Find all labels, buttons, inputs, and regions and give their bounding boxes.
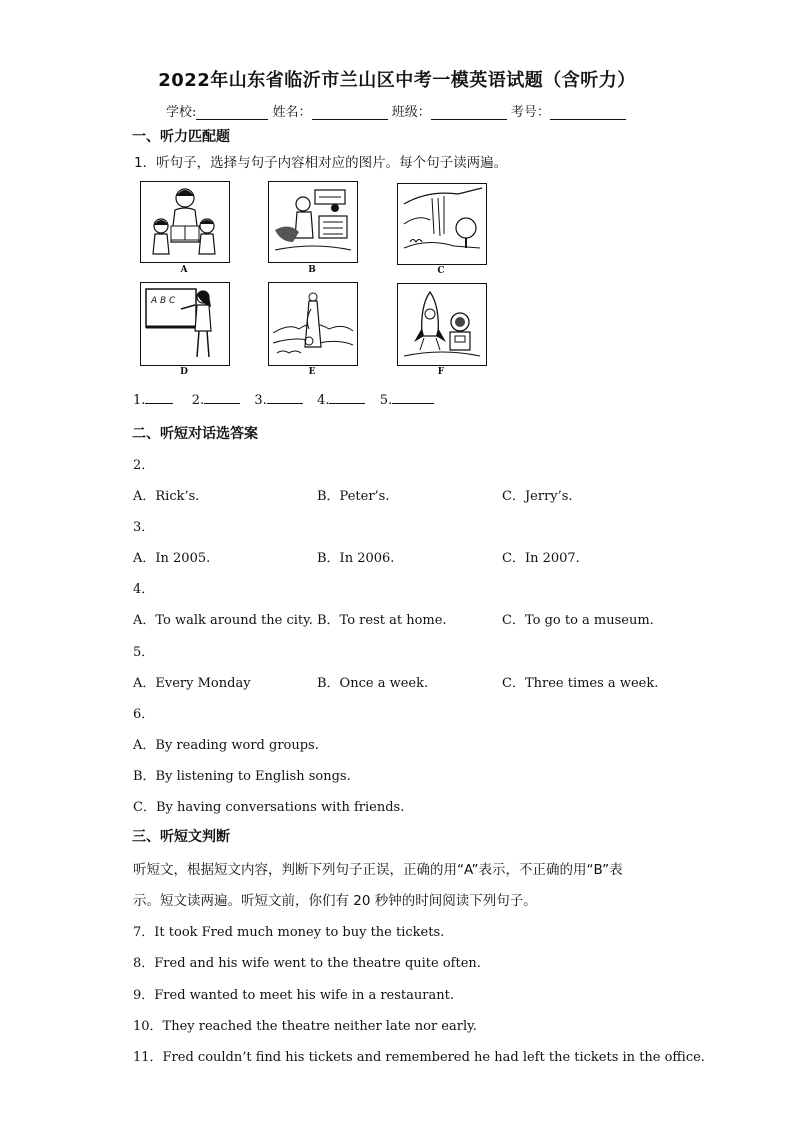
question-3-number: 3． xyxy=(133,520,155,535)
name-blank[interactable] xyxy=(312,105,388,120)
name-label: 姓名： xyxy=(272,105,312,120)
picture-c-label: C xyxy=(437,266,445,276)
svg-text:A B C: A B C xyxy=(151,296,176,306)
picture-b-label: B xyxy=(308,265,316,275)
statement-9: 9．Fred wanted to meet his wife in a restaurant. xyxy=(133,988,454,1003)
question-2-number: 2． xyxy=(133,458,155,473)
class-label: 班级： xyxy=(391,105,431,120)
answer-2-blank[interactable] xyxy=(204,391,240,404)
class-blank[interactable] xyxy=(431,105,507,120)
section2-heading: 二、听短对话选答案 xyxy=(132,426,258,442)
answer-3-label: 3. xyxy=(254,393,267,408)
question-4-option-b[interactable]: B．To rest at home. xyxy=(317,613,447,628)
question-2-option-c[interactable]: C．Jerry’s. xyxy=(502,489,573,504)
statement-8: 8．Fred and his wife went to the theatre quite often. xyxy=(133,956,481,971)
picture-f-rocket-astronaut xyxy=(397,283,487,366)
picture-f-label: F xyxy=(437,367,445,377)
picture-e-label: E xyxy=(308,367,316,377)
question-4-option-c[interactable]: C．To go to a museum. xyxy=(502,613,654,628)
question-6-option-b[interactable]: B．By listening to English songs. xyxy=(133,769,351,784)
question-6-number: 6． xyxy=(133,707,155,722)
question-3-option-b[interactable]: B．In 2006. xyxy=(317,551,395,566)
statement-7: 7．It took Fred much money to buy the tickets. xyxy=(133,925,445,940)
answer-4-label: 4. xyxy=(317,393,330,408)
answer-2-label: 2. xyxy=(191,393,205,408)
statement-10: 10．They reached the theatre neither late nor early. xyxy=(133,1019,477,1034)
section3-instruction-line2: 示。短文读两遍。听短文前，你们有 20 秒钟的时间阅读下列句子。 xyxy=(133,893,537,909)
answer-4-blank[interactable] xyxy=(329,391,365,404)
section1-heading: 一、听力匹配题 xyxy=(132,129,230,145)
question-3-option-a[interactable]: A．In 2005. xyxy=(133,551,211,566)
answer-blanks-row xyxy=(133,391,434,408)
question-5-number: 5． xyxy=(133,645,155,660)
answer-3-blank[interactable] xyxy=(267,391,303,404)
question-6-option-a[interactable]: A．By reading word groups. xyxy=(133,738,319,753)
number-blank[interactable] xyxy=(550,105,626,120)
picture-e-mountain-statue xyxy=(268,282,358,366)
school-label: 学校: xyxy=(166,105,197,120)
picture-d-label: D xyxy=(180,367,188,377)
number-label: 考号： xyxy=(510,105,550,120)
question-2-option-b[interactable]: B．Peter’s. xyxy=(317,489,390,504)
question-6-option-c[interactable]: C．By having conversations with friends. xyxy=(133,800,405,815)
picture-d-teacher-at-blackboard xyxy=(140,282,230,366)
section3-instruction-line1: 听短文，根据短文内容，判断下列句子正误，正确的用“A”表示，不正确的用“B”表 xyxy=(133,862,623,878)
answer-5-blank[interactable] xyxy=(392,391,434,404)
school-blank[interactable] xyxy=(196,105,268,120)
answer-1-blank[interactable] xyxy=(145,391,173,404)
page-title: 2022年山东省临沂市兰山区中考一模英语试题（含听力） xyxy=(158,70,636,91)
picture-c-waterfall-landscape xyxy=(397,183,487,265)
question-4-number: 4． xyxy=(133,582,155,597)
question-2-option-a[interactable]: A．Rick’s. xyxy=(133,489,200,504)
question-5-option-a[interactable]: A．Every Monday xyxy=(133,676,251,691)
section3-heading: 三、听短文判断 xyxy=(132,829,230,845)
statement-11: 11．Fred couldn’t find his tickets and remembered he had left the tickets in the office. xyxy=(133,1050,705,1065)
student-info-line xyxy=(166,101,626,120)
section1-instruction: 1．听句子，选择与句子内容相对应的图片。每个句子读两遍。 xyxy=(134,155,508,171)
picture-b-cooking xyxy=(268,181,358,263)
picture-a-label: A xyxy=(180,265,188,275)
question-5-option-c[interactable]: C．Three times a week. xyxy=(502,676,659,691)
answer-5-label: 5. xyxy=(379,393,393,408)
answer-1-label: 1. xyxy=(133,393,146,408)
question-5-option-b[interactable]: B．Once a week. xyxy=(317,676,429,691)
question-4-option-a[interactable]: A．To walk around the city. xyxy=(133,613,313,628)
question-3-option-c[interactable]: C．In 2007. xyxy=(502,551,580,566)
picture-a-teacher-with-children xyxy=(140,181,230,263)
